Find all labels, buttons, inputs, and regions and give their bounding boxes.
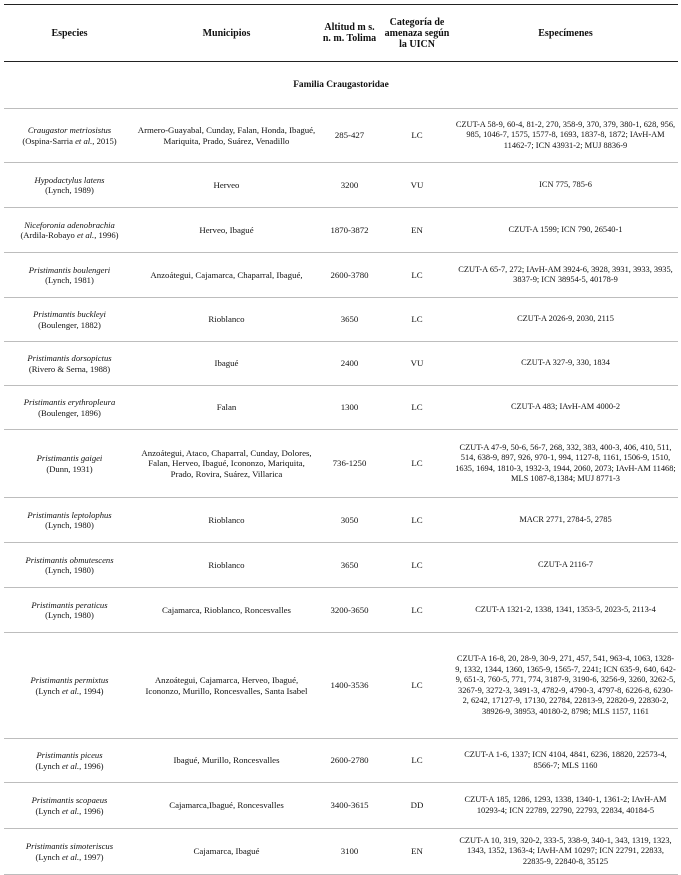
- altitude-cell: 2600-2780: [318, 739, 381, 783]
- authority-year: , 1994): [79, 685, 104, 696]
- table-row: [4, 498, 678, 543]
- municipalities-cell: Herveo, Ibagué: [135, 208, 318, 253]
- authority-text: (Rivero & Serna, 1988): [28, 363, 111, 374]
- species-name: Pristimantis erythropleura: [23, 397, 116, 407]
- category-cell: LC: [381, 298, 453, 342]
- specimens-cell: ICN 775, 785-6: [453, 163, 678, 208]
- species-name: Pristimantis dorsopictus: [27, 353, 112, 363]
- species-name: Pristimantis simoteriscus: [25, 841, 114, 851]
- authority-text: (Lynch: [35, 851, 62, 862]
- species-cell: [4, 543, 135, 588]
- family-label: Familia Craugastoridae: [4, 62, 678, 109]
- species-cell: [4, 739, 135, 783]
- municipalities-cell: Ibagué, Murillo, Roncesvalles: [135, 739, 318, 783]
- category-cell: LC: [381, 498, 453, 543]
- table-row: [4, 208, 678, 253]
- specimens-cell: CZUT-A 1-6, 1337; ICN 4104, 4841, 6236, 18820, 22573-4, 8566-7; MLS 1160: [453, 739, 678, 783]
- specimens-cell: CZUT-A 2026-9, 2030, 2115: [453, 298, 678, 342]
- table-row: [4, 739, 678, 783]
- municipalities-cell: Cajamarca,Ibagué, Roncesvalles: [135, 783, 318, 829]
- species-authority: [6, 761, 133, 772]
- species-authority: [6, 136, 133, 147]
- table-row: [4, 253, 678, 298]
- species-cell: [4, 498, 135, 543]
- municipalities-cell: Armero-Guayabal, Cunday, Falan, Honda, Ibagué, Mariquita, Prado, Suárez, Venadillo: [135, 109, 318, 163]
- category-cell: LC: [381, 430, 453, 498]
- authority-year: , 1996): [94, 230, 119, 240]
- category-cell: VU: [381, 163, 453, 208]
- category-cell: LC: [381, 543, 453, 588]
- category-cell: LC: [381, 588, 453, 633]
- municipalities-cell: Anzoátegui, Ataco, Chaparral, Cunday, Dolores, Falan, Herveo, Ibagué, Icononzo, Mariquita, Prado, Rovira, Suárez, Villarica: [135, 430, 318, 498]
- table-row: [4, 543, 678, 588]
- municipalities-cell: Herveo: [135, 163, 318, 208]
- species-cell: [4, 253, 135, 298]
- species-name: Pristimantis buckleyi: [33, 309, 106, 319]
- species-cell: [4, 588, 135, 633]
- municipalities-cell: Rioblanco: [135, 298, 318, 342]
- table-row: [4, 163, 678, 208]
- specimens-cell: CZUT-A 58-9, 60-4, 81-2, 270, 358-9, 370, 379, 380-1, 628, 956, 985, 1046-7, 1575, 1577-8, 1693, 1837-8, 1872; IAvH-AM 11462-7; ICN 43931-2; MUJ 8836-9: [453, 109, 678, 163]
- authority-text: (Lynch, 1980): [45, 610, 94, 620]
- species-authority: [6, 320, 133, 331]
- category-cell: VU: [381, 342, 453, 386]
- family-row: [4, 62, 678, 109]
- authority-etal: et al.: [75, 135, 93, 146]
- municipalities-cell: Cajamarca, Ibagué: [135, 829, 318, 875]
- altitude-cell: 2400: [318, 342, 381, 386]
- species-authority: [6, 185, 133, 196]
- category-cell: LC: [381, 633, 453, 739]
- table-row: [4, 430, 678, 498]
- altitude-cell: 3400-3615: [318, 783, 381, 829]
- authority-etal: et al.: [61, 685, 80, 696]
- authority-text: (Lynch: [35, 685, 62, 696]
- specimens-cell: CZUT-A 327-9, 330, 1834: [453, 342, 678, 386]
- species-table: [4, 4, 678, 875]
- species-name: Pristimantis peraticus: [31, 599, 108, 610]
- authority-year: , 1997): [79, 851, 104, 862]
- authority-etal: et al.: [61, 760, 80, 771]
- municipalities-cell: Rioblanco: [135, 543, 318, 588]
- species-authority: [6, 230, 133, 241]
- authority-year: , 1996): [79, 760, 104, 771]
- header-row: [4, 5, 678, 62]
- authority-text: (Ospina-Sarria: [22, 135, 76, 146]
- altitude-cell: 736-1250: [318, 430, 381, 498]
- table-row: [4, 298, 678, 342]
- specimens-cell: CZUT-A 1599; ICN 790, 26540-1: [453, 208, 678, 253]
- species-cell: [4, 342, 135, 386]
- species-cell: [4, 163, 135, 208]
- category-cell: LC: [381, 109, 453, 163]
- altitude-cell: 3200: [318, 163, 381, 208]
- specimens-cell: CZUT-A 16-8, 20, 28-9, 30-9, 271, 457, 541, 963-4, 1063, 1328-9, 1332, 1344, 1360, 1365-9, 1565-7, 2241; ICN 635-9, 640, 642-9, 651-3, 760-5, 771, 774, 3187-9, 3190-6, 3256-9, 3260, 3262-5, 3267-9, 3272-3, 3491-3, 4782-9, 4790-3, 4797-8, 6226-8, 6230-2, 6242, 17127-9, 17130, 22784, 22813-9, 22820-9, 22830-2, 38926-9, 38953, 40180-2, 8798; MLS 1157, 1161: [453, 633, 678, 739]
- species-authority: [6, 686, 133, 697]
- category-cell: LC: [381, 386, 453, 430]
- authority-etal: et al.: [77, 230, 95, 240]
- species-authority: [6, 464, 133, 475]
- specimens-cell: CZUT-A 10, 319, 320-2, 333-5, 338-9, 340-1, 343, 1319, 1323, 1343, 1352, 1363-4; IAvH-AM 10297; ICN 22791, 22833, 22835-9, 22840-8, 35125: [453, 829, 678, 875]
- species-cell: [4, 386, 135, 430]
- species-name: Pristimantis scopaeus: [31, 795, 108, 805]
- species-cell: [4, 633, 135, 739]
- table-row: [4, 633, 678, 739]
- specimens-cell: CZUT-A 65-7, 272; IAvH-AM 3924-6, 3928, 3931, 3933, 3935, 3837-9; ICN 38954-5, 40178-9: [453, 253, 678, 298]
- specimens-cell: CZUT-A 483; IAvH-AM 4000-2: [453, 386, 678, 430]
- table-row: [4, 829, 678, 875]
- species-authority: [6, 520, 133, 531]
- species-cell: [4, 109, 135, 163]
- altitude-cell: 1400-3536: [318, 633, 381, 739]
- species-name: Pristimantis boulengeri: [28, 264, 111, 275]
- altitude-cell: 3200-3650: [318, 588, 381, 633]
- species-name: Craugastor metriosistus: [27, 125, 112, 135]
- category-cell: EN: [381, 208, 453, 253]
- specimens-cell: CZUT-A 2116-7: [453, 543, 678, 588]
- authority-etal: et al.: [61, 851, 80, 862]
- species-name: Pristimantis leptolophus: [27, 509, 112, 520]
- authority-text: (Lynch: [35, 760, 62, 771]
- authority-text: (Lynch, 1980): [45, 520, 94, 530]
- category-cell: DD: [381, 783, 453, 829]
- species-authority: [6, 806, 133, 817]
- altitude-cell: 3100: [318, 829, 381, 875]
- authority-text: (Lynch, 1980): [45, 565, 94, 575]
- authority-text: (Lynch, 1981): [45, 275, 94, 285]
- species-name: Pristimantis obmutescens: [25, 554, 114, 565]
- altitude-cell: 2600-3780: [318, 253, 381, 298]
- table-row: [4, 342, 678, 386]
- species-authority: [6, 852, 133, 863]
- species-name: Niceforonia adenobrachia: [24, 219, 115, 230]
- authority-year: , 2015): [92, 135, 117, 146]
- specimens-cell: CZUT-A 1321-2, 1338, 1341, 1353-5, 2023-5, 2113-4: [453, 588, 678, 633]
- species-cell: [4, 430, 135, 498]
- species-authority: [6, 408, 133, 419]
- species-name: Hypodactylus latens: [34, 174, 105, 185]
- specimens-cell: MACR 2771, 2784-5, 2785: [453, 498, 678, 543]
- table-row: [4, 588, 678, 633]
- authority-text: (Dunn, 1931): [46, 463, 93, 474]
- species-name: Pristimantis permixtus: [30, 675, 109, 685]
- authority-text: (Ardila-Robayo: [20, 230, 77, 240]
- authority-text: (Boulenger, 1882): [38, 319, 101, 330]
- header-specimens: Especímenes: [453, 5, 678, 62]
- species-authority: [6, 610, 133, 621]
- category-cell: EN: [381, 829, 453, 875]
- municipalities-cell: Anzoátegui, Cajamarca, Herveo, Ibagué, Icononzo, Murillo, Roncesvalles, Santa Isabel: [135, 633, 318, 739]
- authority-year: , 1996): [79, 805, 104, 816]
- specimens-cell: CZUT-A 47-9, 50-6, 56-7, 268, 332, 383, 400-3, 406, 410, 511, 514, 638-9, 897, 926, 970-1, 994, 1127-8, 1161, 1506-9, 1510, 1635, 1694, 1810-3, 1932-3, 1944, 2060, 2073; IAvH-AM 11468; MLS 1087-8,1384; MUJ 8771-3: [453, 430, 678, 498]
- header-category: Categoría de amenaza según la UICN: [381, 5, 453, 62]
- municipalities-cell: Anzoátegui, Cajamarca, Chaparral, Ibagué,: [135, 253, 318, 298]
- species-name: Pristimantis gaigei: [36, 453, 103, 463]
- header-municipalities: Municipios: [135, 5, 318, 62]
- table-row: [4, 386, 678, 430]
- municipalities-cell: Rioblanco: [135, 498, 318, 543]
- species-cell: [4, 208, 135, 253]
- authority-text: (Lynch: [35, 805, 62, 816]
- altitude-cell: 3050: [318, 498, 381, 543]
- authority-text: (Boulenger, 1896): [38, 407, 101, 418]
- species-cell: [4, 829, 135, 875]
- altitude-cell: 1300: [318, 386, 381, 430]
- altitude-cell: 285-427: [318, 109, 381, 163]
- category-cell: LC: [381, 739, 453, 783]
- species-authority: [6, 275, 133, 286]
- authority-etal: et al.: [61, 805, 80, 816]
- authority-text: (Lynch, 1989): [45, 185, 94, 195]
- altitude-cell: 3650: [318, 298, 381, 342]
- species-authority: [6, 364, 133, 375]
- table-row: [4, 109, 678, 163]
- specimens-cell: CZUT-A 185, 1286, 1293, 1338, 1340-1, 1361-2; IAvH-AM 10293-4; ICN 22789, 22790, 22793, 22834, 40184-5: [453, 783, 678, 829]
- species-name: Pristimantis piceus: [36, 750, 103, 760]
- municipalities-cell: Cajamarca, Rioblanco, Roncesvalles: [135, 588, 318, 633]
- altitude-cell: 1870-3872: [318, 208, 381, 253]
- altitude-cell: 3650: [318, 543, 381, 588]
- header-species: Especies: [4, 5, 135, 62]
- species-cell: [4, 298, 135, 342]
- header-altitude: Altitud m s. n. m. Tolima: [318, 5, 381, 62]
- category-cell: LC: [381, 253, 453, 298]
- species-cell: [4, 783, 135, 829]
- table-row: [4, 783, 678, 829]
- municipalities-cell: Ibagué: [135, 342, 318, 386]
- municipalities-cell: Falan: [135, 386, 318, 430]
- species-authority: [6, 565, 133, 576]
